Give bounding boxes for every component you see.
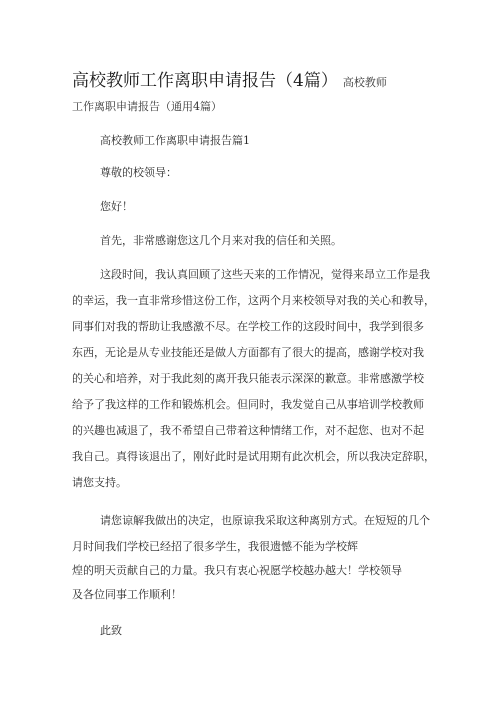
paragraph-2-line: 这段时间，我认真回顾了这些天来的工作情况，觉得来昂立工作是我 bbox=[100, 268, 430, 281]
paragraph-2-line: 的幸运，我一直非常珍惜这份工作，这两个月来校领导对我的关心和教导， bbox=[72, 294, 435, 307]
paragraph-1: 首先，非常感谢您这几个月来对我的信任和关照。 bbox=[100, 234, 342, 247]
paragraph-3-line: 月时间我们学校已经招了很多学生，我很遗憾不能为学校辉 bbox=[72, 540, 358, 553]
document-subtitle: 工作离职申请报告（通用4篇） bbox=[72, 100, 222, 113]
document-title-line bbox=[72, 66, 472, 91]
paragraph-2-line: 给予了我这样的工作和锻炼机会。但同时，我发觉自己从事培训学校教师 bbox=[72, 398, 424, 411]
paragraph-3-line: 煌的明天贡献自己的力量。我只有衷心祝愿学校越办越大！学校领导 bbox=[72, 564, 402, 577]
paragraph-2-line: 请您支持。 bbox=[72, 476, 127, 489]
paragraph-2-line: 的关心和培养，对于我此刻的离开我只能表示深深的歉意。非常感激学校 bbox=[72, 372, 424, 385]
document-title-tail: 高校教师 bbox=[342, 76, 387, 89]
section-heading: 高校教师工作离职申请报告篇1 bbox=[100, 134, 250, 147]
paragraph-2-line: 的兴趣也减退了，我不希望自己带着这种情绪工作，对不起您、也对不起 bbox=[72, 424, 424, 437]
document-title: 高校教师工作离职申请报告（4篇） bbox=[72, 71, 338, 91]
closing: 此致 bbox=[100, 624, 122, 637]
greeting: 您好！ bbox=[100, 200, 133, 213]
paragraph-3-line: 请您谅解我做出的决定，也原谅我采取这种离别方式。在短短的几个 bbox=[100, 514, 430, 527]
paragraph-3-line: 及各位同事工作顺利！ bbox=[72, 588, 182, 601]
salutation: 尊敬的校领导： bbox=[100, 166, 177, 179]
paragraph-2-line: 同事们对我的帮助让我感激不尽。在学校工作的这段时间中，我学到很多 bbox=[72, 320, 424, 333]
paragraph-2-line: 东西，无论是从专业技能还是做人方面都有了很大的提高，感谢学校对我 bbox=[72, 346, 424, 359]
paragraph-2-line: 我自己。真得该退出了，刚好此时是试用期有此次机会，所以我决定辞职， bbox=[72, 450, 435, 463]
